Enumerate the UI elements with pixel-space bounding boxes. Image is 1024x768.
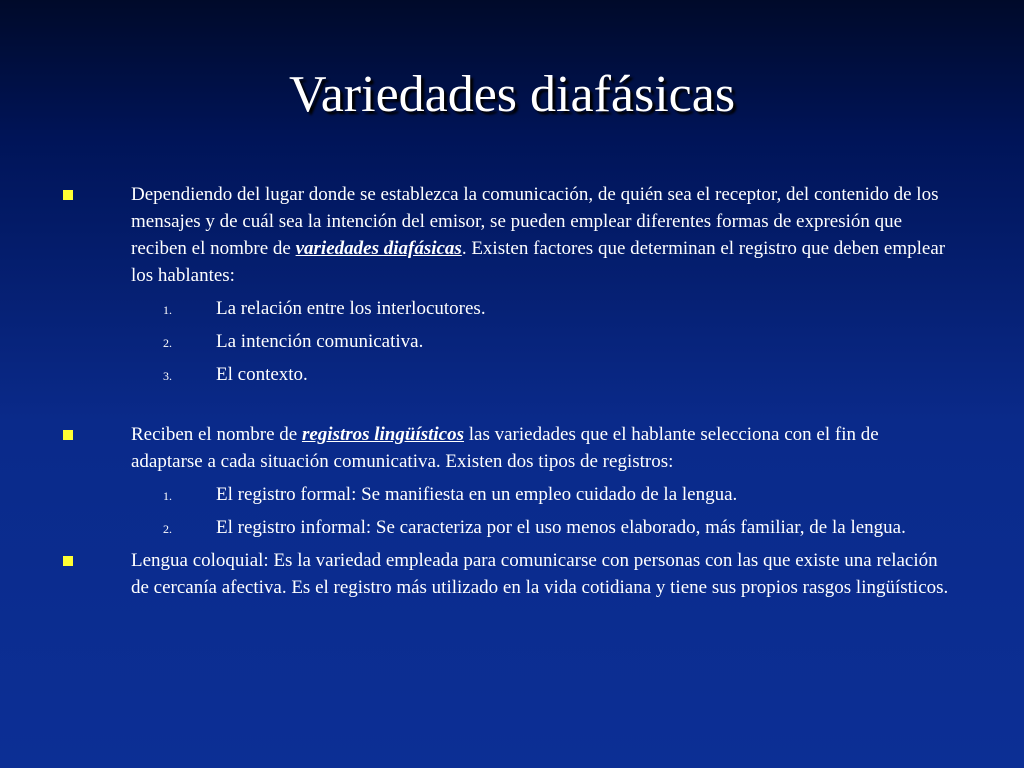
bullet-text: . Existen factores que determinan el registro que deben emplear los hablantes: [131,238,946,286]
square-bullet-icon [63,556,73,566]
sub-item [0,514,1024,541]
sub-item-number: 2. [163,336,172,350]
sub-item [0,361,1024,388]
slide-content [0,181,1024,601]
spacer [0,388,1024,421]
sub-item [0,481,1024,508]
bullet-text: Reciben el nombre de [131,424,302,445]
sub-item-text: El registro informal: Se caracteriza por el uso menos elaborado, más familiar, de la lengua. [216,517,906,538]
square-bullet-icon [63,190,73,200]
sub-item-text: La intención comunicativa. [216,331,424,352]
sub-item-text: El registro formal: Se manifiesta en un empleo cuidado de la lengua. [216,484,738,505]
sub-item [0,295,1024,322]
slide-title: Variedades diafásicas [288,66,736,123]
bullet-text: Lengua coloquial: Es la variedad empleada para comunicarse con personas con las que existe una relación de cercanía afectiva. Es el registro más utilizado en la vida cotidiana y tiene sus propios rasgos lingüísticos. [131,550,949,598]
bullet-text: Dependiendo del lugar donde se establezca la comunicación, de quién sea el receptor, del contenido de los mensajes y de cuál sea la intención del emisor, se pueden emplear diferentes formas de expresión que reciben el nombre de [131,184,939,259]
sub-item-number: 3. [163,369,172,383]
sub-item [0,328,1024,355]
square-bullet-icon [63,430,73,440]
sub-item-number: 1. [163,489,172,503]
term-registros-linguisticos: registros lingüísticos [301,424,465,445]
sub-item-text: La relación entre los interlocutores. [216,298,486,319]
bullet-item-lengua-coloquial [0,547,1024,601]
term-variedades-diafasicas: variedades diafásicas [295,238,462,259]
sub-item-number: 1. [163,303,172,317]
sub-item-number: 2. [163,522,172,536]
bullet-item-registros [0,421,1024,475]
bullet-item-variedades [0,181,1024,289]
sub-item-text: El contexto. [216,364,308,385]
bullet-text: las variedades que el hablante selecciona con el fin de adaptarse a cada situación comunicativa. Existen dos tipos de registros: [131,424,879,472]
